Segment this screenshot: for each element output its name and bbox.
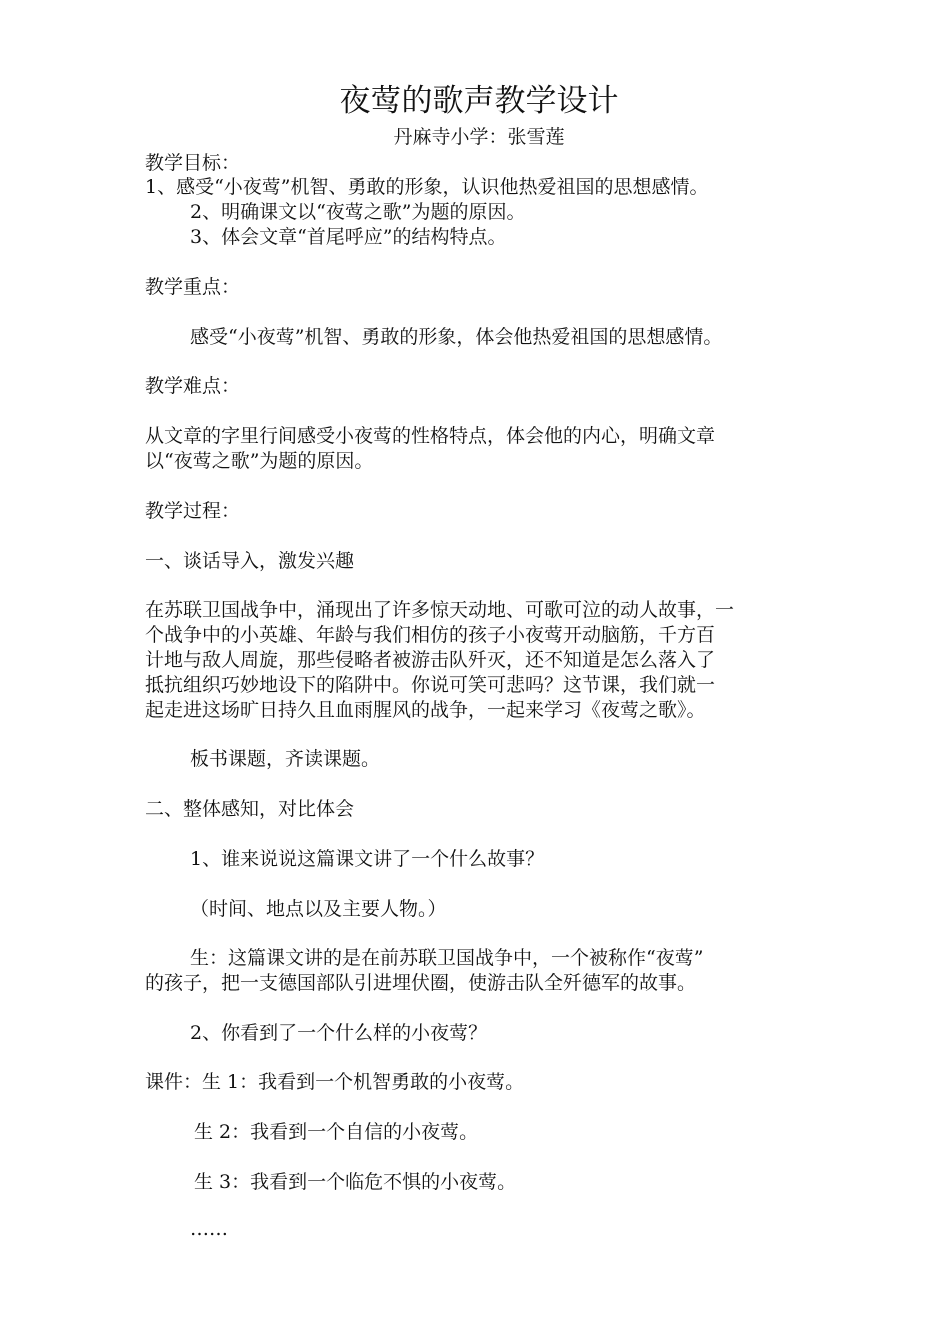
goal-item-2: 2、明确课文以“夜莺之歌”为题的原因。 <box>190 201 526 223</box>
section2-heading: 二、整体感知，对比体会 <box>145 798 355 820</box>
section1-line-1: 在苏联卫国战争中，涌现出了许多惊天动地、可歌可泣的动人故事，一 <box>145 599 735 621</box>
student-answer-1: 课件：生 1：我看到一个机智勇敢的小夜莺。 <box>145 1071 525 1093</box>
goals-heading: 教学目标： <box>145 152 241 174</box>
ellipsis: …… <box>190 1218 228 1240</box>
key-points-heading: 教学重点： <box>145 276 241 298</box>
section1-heading: 一、谈话导入，激发兴趣 <box>145 550 355 572</box>
document-author: 丹麻寺小学：张雪莲 <box>393 126 565 148</box>
question-1: 1、谁来说说这篇课文讲了一个什么故事？ <box>190 848 545 870</box>
board-instruction: 板书课题，齐读课题。 <box>190 748 381 770</box>
difficulty-line-1: 从文章的字里行间感受小夜莺的性格特点，体会他的内心，明确文章 <box>145 425 716 447</box>
section1-line-2: 个战争中的小英雄、年龄与我们相仿的孩子小夜莺开动脑筋，千方百 <box>145 624 716 646</box>
section1-line-4: 抵抗组织巧妙地设下的陷阱中。你说可笑可悲吗？这节课，我们就一 <box>145 674 716 696</box>
key-points-text: 感受“小夜莺”机智、勇敢的形象，体会他热爱祖国的思想感情。 <box>190 326 723 348</box>
question-2: 2、你看到了一个什么样的小夜莺？ <box>190 1022 488 1044</box>
student-answer-2: 生 2：我看到一个自信的小夜莺。 <box>194 1121 479 1143</box>
answer-line-1: 生：这篇课文讲的是在前苏联卫国战争中，一个被称作“夜莺” <box>190 947 704 969</box>
answer-line-2: 的孩子，把一支德国部队引进埋伏圈，使游击队全歼德军的故事。 <box>145 972 697 994</box>
goal-item-1: 1、感受“小夜莺”机智、勇敢的形象，认识他热爱祖国的思想感情。 <box>145 176 709 198</box>
goal-item-3: 3、体会文章“首尾呼应”的结构特点。 <box>190 226 507 248</box>
difficulty-heading: 教学难点： <box>145 375 241 397</box>
section1-line-3: 计地与敌人周旋，那些侵略者被游击队歼灭，还不知道是怎么落入了 <box>145 649 716 671</box>
document-title: 夜莺的歌声教学设计 <box>339 83 619 119</box>
section1-line-5: 起走进这场旷日持久且血雨腥风的战争，一起来学习《夜莺之歌》。 <box>145 699 706 721</box>
student-answer-3: 生 3：我看到一个临危不惧的小夜莺。 <box>194 1171 517 1193</box>
difficulty-line-2: 以“夜莺之歌”为题的原因。 <box>145 450 374 472</box>
question-1-hint: （时间、地点以及主要人物。） <box>190 898 447 920</box>
process-heading: 教学过程： <box>145 500 241 522</box>
